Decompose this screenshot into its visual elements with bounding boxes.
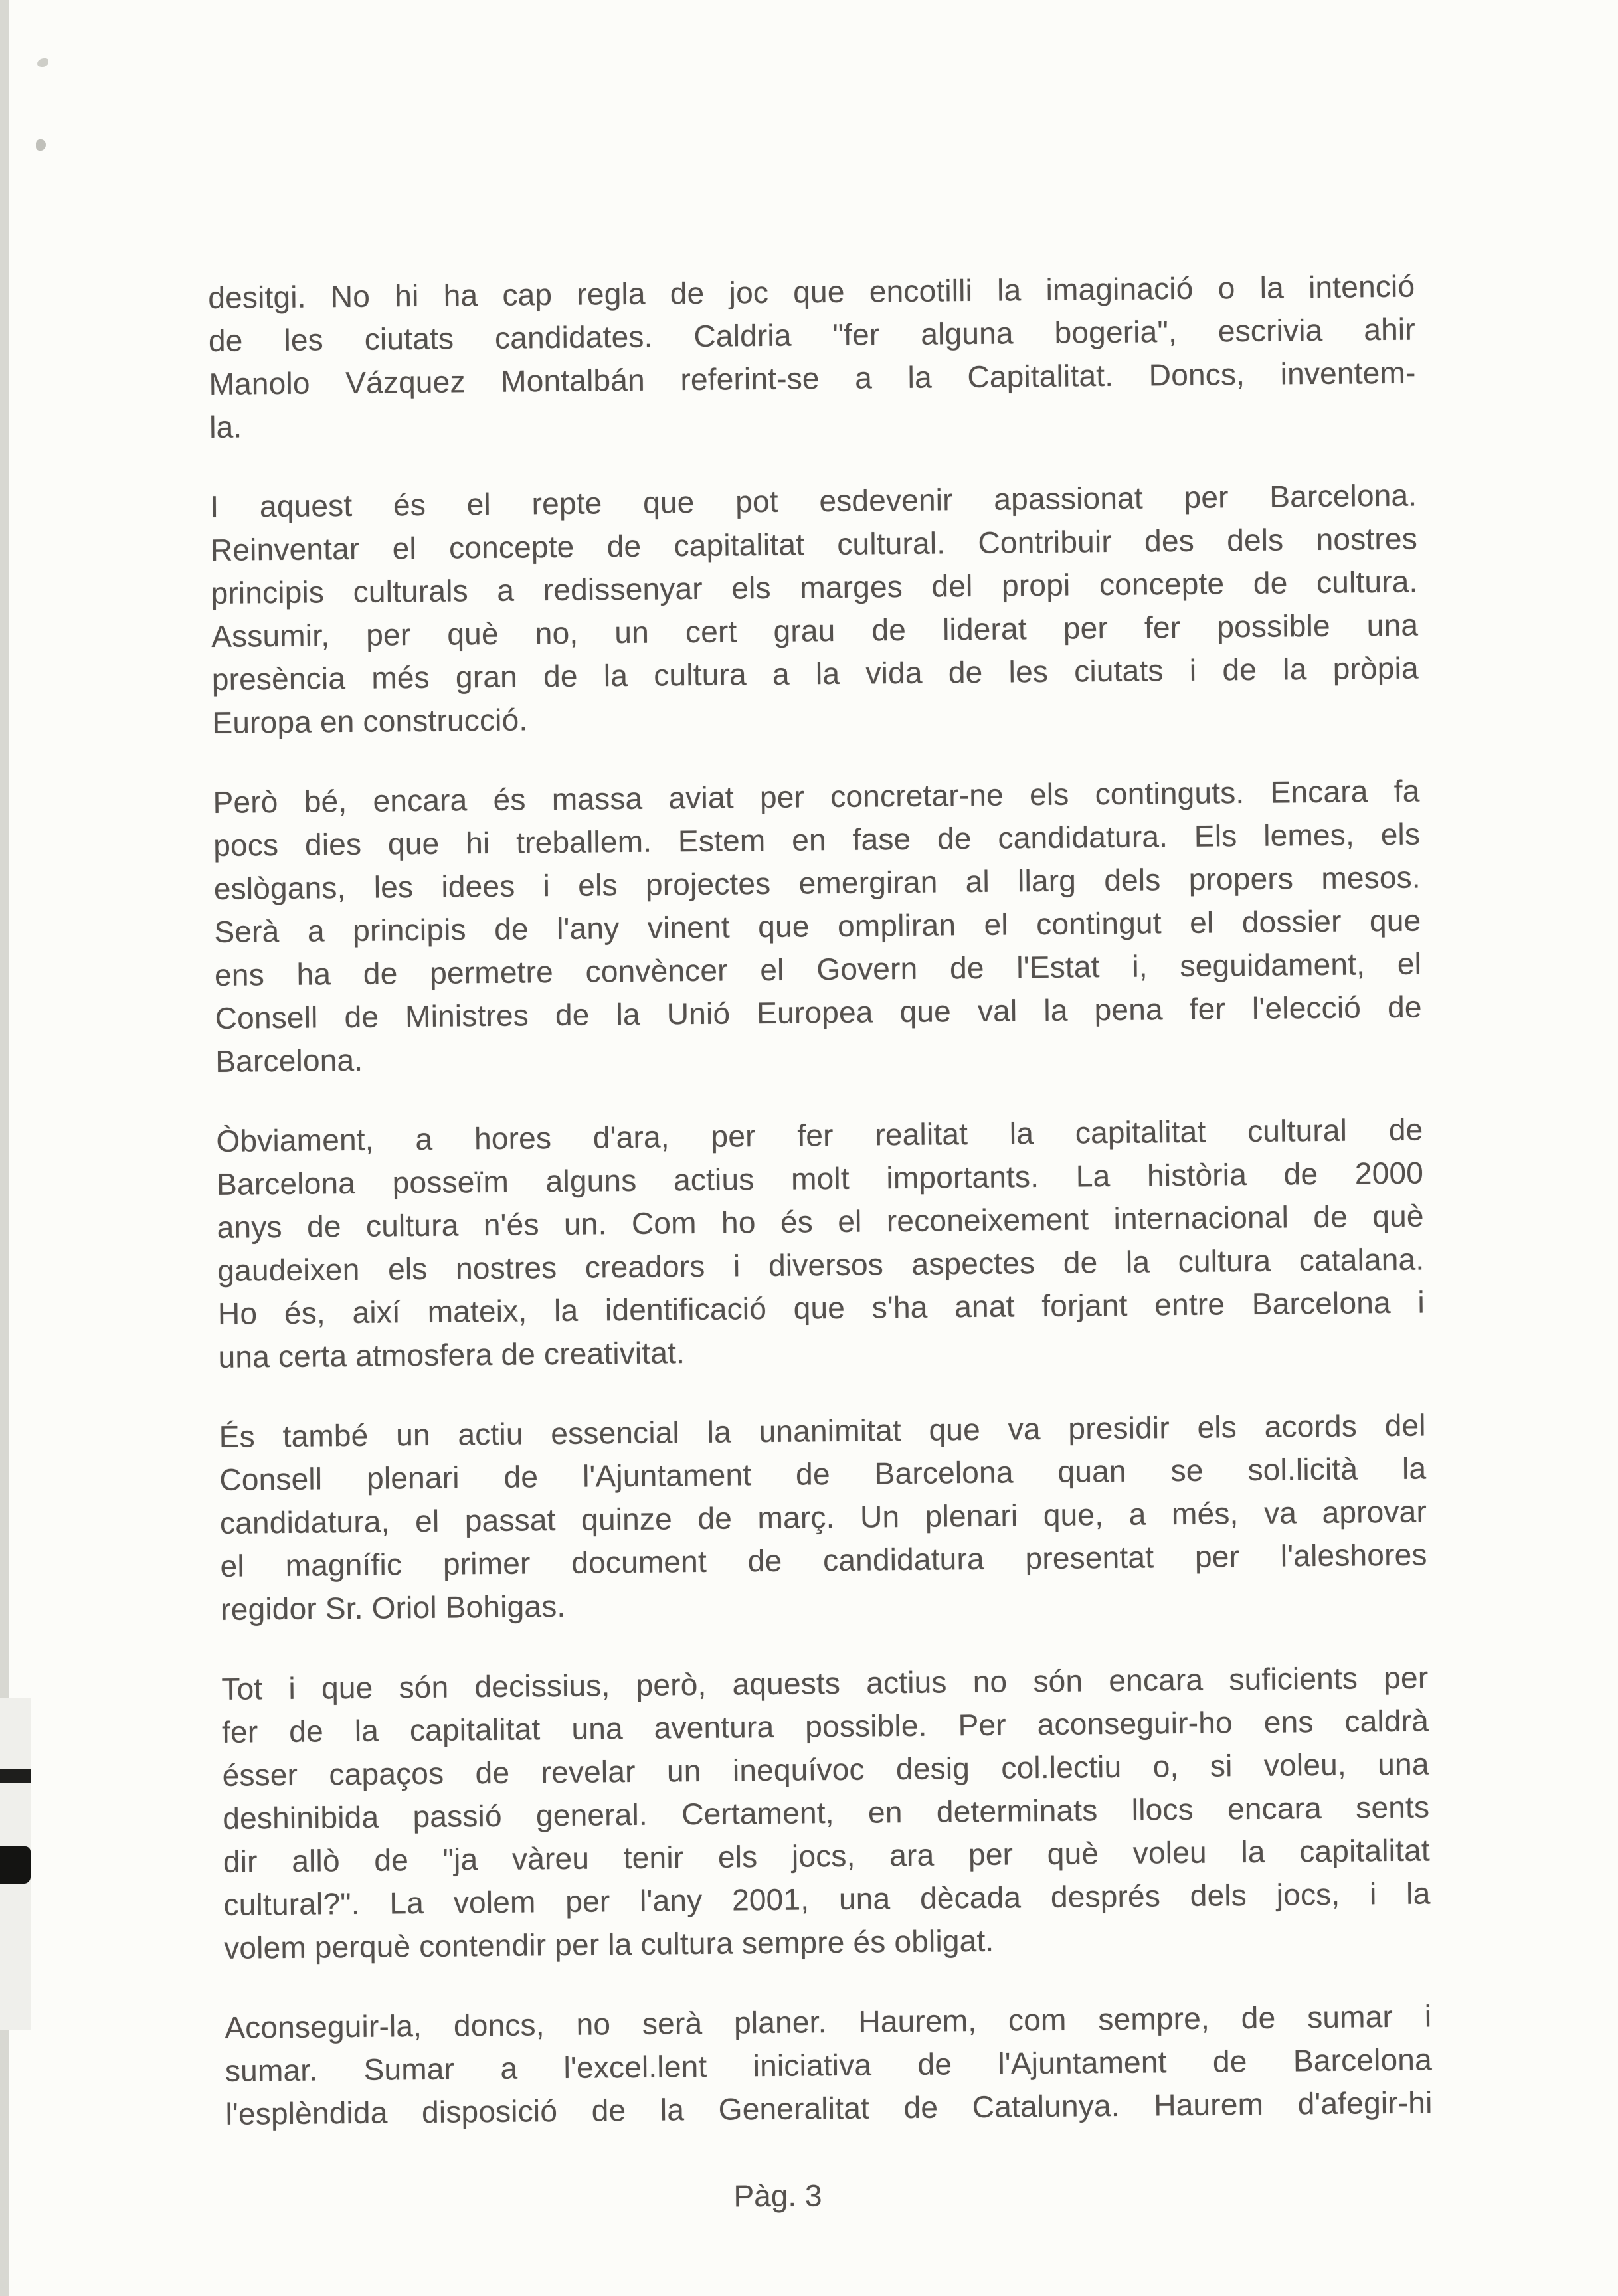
paragraph	[210, 474, 1419, 745]
scan-speck	[36, 139, 46, 151]
text-line: ens ha de permetre convèncer el Govern de l'Estat i, seguidament, el	[214, 946, 1422, 992]
text-line: desitgi. No hi ha cap regla de joc que encotilli la imaginació o la intenció	[208, 268, 1415, 315]
text-line: la.	[209, 409, 242, 444]
text-line: pocs dies que hi treballem. Estem en fase de candidatura. Els lemes, els	[213, 816, 1421, 863]
text-line: Aconseguir-la, doncs, no serà planer. Haurem, com sempre, de sumar i	[225, 1998, 1432, 2045]
text-line: volem perquè contendir per la cultura sempre és obligat.	[223, 1923, 994, 1965]
text-line: Assumir, per què no, un cert grau de liderat per fer possible una	[211, 607, 1419, 654]
text-line: fer de la capitalitat una aventura possible. Per aconseguir-ho ens caldrà	[221, 1703, 1429, 1749]
text-line: Tot i que són decissius, però, aquests actius no són encara suficients per	[221, 1660, 1429, 1706]
paragraph	[221, 1656, 1431, 1969]
text-line: dir allò de "ja vàreu tenir els jocs, ara per què voleu la capitalitat	[223, 1832, 1431, 1879]
text-line: anys de cultura n'és un. Com ho és el reconeixement internacional de què	[217, 1198, 1424, 1245]
document-text-block	[208, 265, 1433, 2172]
text-line: Barcelona posseïm alguns actius molt importants. La història de 2000	[216, 1155, 1424, 1201]
text-line: de les ciutats candidates. Caldria "fer alguna bogeria", escrivia ahir	[208, 311, 1416, 358]
text-line: Barcelona.	[215, 1042, 363, 1079]
text-line: presència més gran de la cultura a la vida de les ciutats i de la pròpia	[211, 650, 1419, 697]
text-line: Reinventar el concepte de capitalitat cultural. Contribuir des dels nostres	[210, 521, 1418, 567]
text-line: Europa en construcció.	[212, 702, 528, 740]
text-line: candidatura, el passat quinze de març. Un plenari que, a més, va aprovar	[219, 1494, 1427, 1540]
scan-speck	[37, 58, 48, 67]
text-line: Manolo Vázquez Montalbán referint-se a la Capitalitat. Doncs, inventem-	[209, 355, 1416, 401]
text-line: una certa atmosfera de creativitat.	[218, 1335, 685, 1374]
scan-artifact-blob	[0, 1846, 31, 1884]
text-line: deshinibida passió general. Certament, en determinats llocs encara sents	[223, 1789, 1430, 1836]
text-line: Però bé, encara és massa aviat per concretar-ne els continguts. Encara fa	[213, 773, 1420, 820]
text-line: el magnífic primer document de candidatura presentat per l'aleshores	[220, 1537, 1427, 1583]
text-line: gaudeixen els nostres creadors i diversos aspectes de la cultura catalana.	[217, 1241, 1425, 1288]
text-line: Serà a principis de l'any vinent que ompliran el contingut el dossier que	[214, 903, 1421, 949]
text-line: Ho és, així mateix, la identificació que s'ha anat forjant entre Barcelona i	[217, 1284, 1425, 1331]
text-line: Consell de Ministres de la Unió Europea que val la pena fer l'elecció de	[215, 989, 1422, 1035]
page-number-label: Pàg. 3	[733, 2178, 822, 2214]
page-number	[0, 2170, 1556, 2222]
paragraph	[208, 265, 1416, 449]
text-line: ésser capaços de revelar un inequívoc desig col.lectiu o, si voleu, una	[222, 1746, 1429, 1793]
text-line: sumar. Sumar a l'excel.lent iniciativa de l'Ajuntament de Barcelona	[225, 2042, 1433, 2088]
paragraph	[216, 1108, 1425, 1378]
text-line: eslògans, les idees i els projectes emergiran al llarg dels propers mesos.	[213, 859, 1421, 906]
text-line: Òbviament, a hores d'ara, per fer realitat la capitalitat cultural de	[216, 1112, 1423, 1158]
text-line: cultural?". La volem per l'any 2001, una dècada després dels jocs, i la	[223, 1876, 1431, 1922]
scan-artifact-bar	[0, 1769, 31, 1783]
text-line: Consell plenari de l'Ajuntament de Barcelona quan se sol.licità la	[219, 1451, 1427, 1497]
paragraph	[219, 1403, 1427, 1631]
text-line: l'esplèndida disposició de la Generalitat de Catalunya. Haurem d'afegir-hi	[225, 2085, 1433, 2131]
text-line: principis culturals a redissenyar els marges del propi concepte de cultura.	[211, 564, 1418, 610]
paragraph	[213, 770, 1422, 1083]
text-line: regidor Sr. Oriol Bohigas.	[221, 1588, 566, 1627]
paragraph	[225, 1994, 1433, 2135]
text-line: I aquest és el repte que pot esdevenir apassionat per Barcelona.	[210, 478, 1417, 524]
text-line: És també un actiu essencial la unanimitat que va presidir els acords del	[219, 1407, 1426, 1454]
